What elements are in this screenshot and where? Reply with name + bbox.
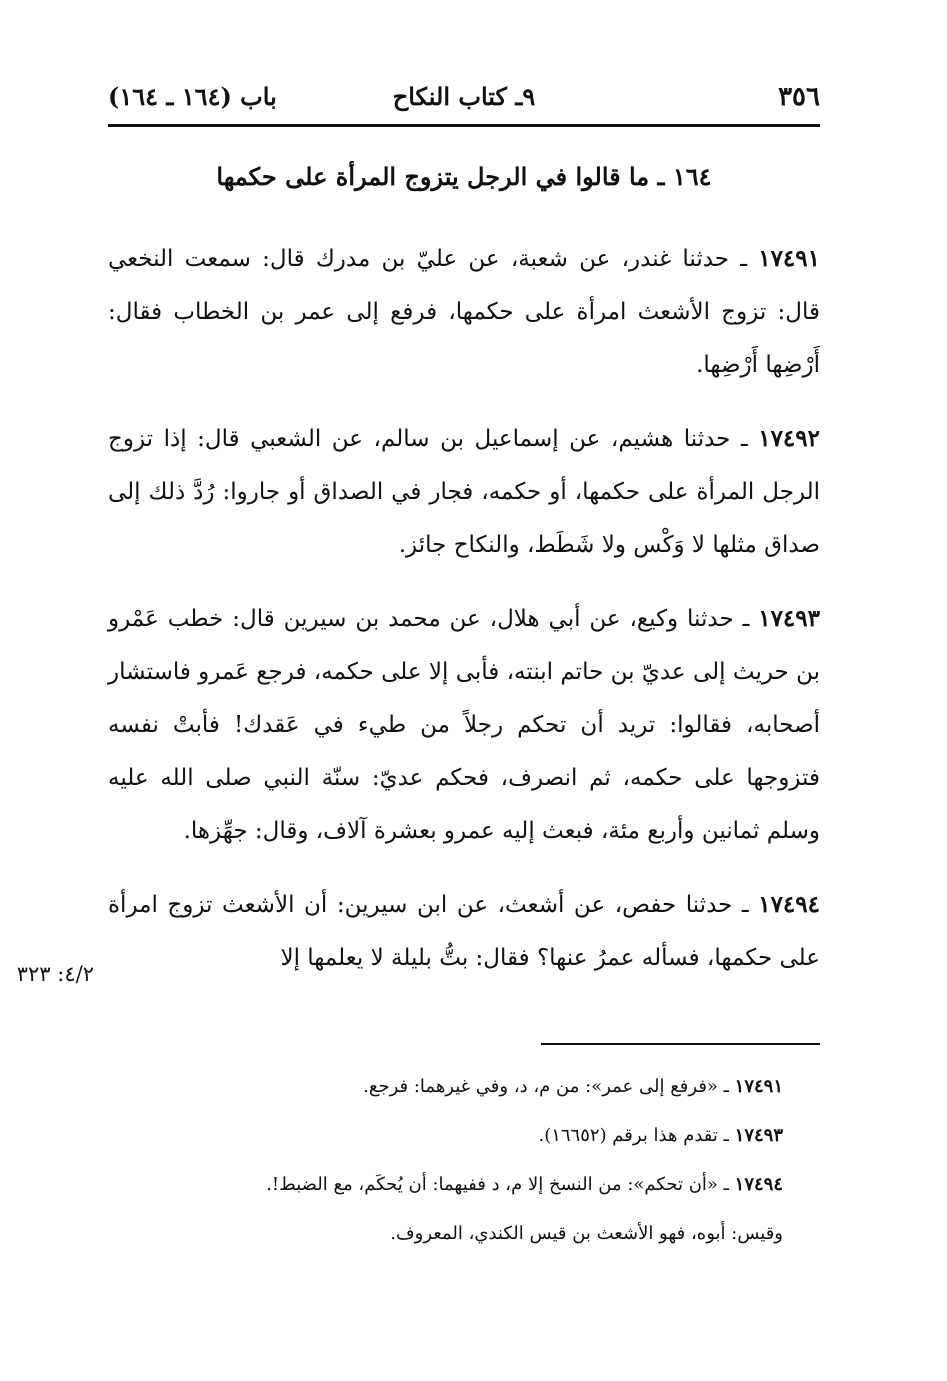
hadith-text: ـ حدثنا حفص، عن أشعث، عن ابن سيرين: أن الأشعث تزوج امرأة على حكمها، فسأله عمرُ عنها؟ فقال: بتُّ بليلة لا يعلمها إلا bbox=[108, 892, 820, 971]
hadith-paragraph bbox=[108, 412, 820, 572]
hadith-paragraph bbox=[108, 878, 820, 985]
hadith-number: ١٧٤٩٣ bbox=[758, 605, 820, 632]
hadith-paragraph bbox=[108, 592, 820, 858]
footnote-number: ١٧٤٩١ bbox=[734, 1076, 783, 1097]
footnote-number: ١٧٤٩٣ bbox=[734, 1125, 783, 1146]
footnote-text: ـ «أن تحكم»: من النسخ إلا م، د ففيهما: أن يُحكَم، مع الضبط!. bbox=[266, 1174, 735, 1195]
footnote-rule bbox=[541, 1043, 820, 1045]
hadith-text: ـ حدثنا وكيع، عن أبي هلال، عن محمد بن سيرين قال: خطب عَمْرو بن حريث إلى عديّ بن حاتم ابنته، فأبى إلا على حكمه، فرجع عَمرو فاستشار أصحابه، فقالوا: تريد أن تحكم رجلاً من طيء في عَقدك! فأبتْ نفسه فتزوجها على حكمه، ثم انصرف، فحكم عديّ: سنّة النبي صلى الله عليه وسلم ثمانين وأربع مئة، فبعث إليه عمرو بعشرة آلاف، وقال: جهِّزها. bbox=[108, 606, 820, 844]
footnote-text: وقيس: أبوه، فهو الأشعث بن قيس الكندي، المعروف. bbox=[390, 1223, 783, 1244]
footnote-text: ـ «فرفع إلى عمر»: من م، د، وفي غيرهما: فرجع. bbox=[363, 1076, 735, 1097]
footnote bbox=[108, 1166, 783, 1204]
page-number: ٣٥٦ bbox=[778, 82, 820, 112]
running-header bbox=[108, 82, 820, 122]
margin-reference: ٤/٢: ٣٢٣ bbox=[16, 962, 94, 986]
hadith-paragraph bbox=[108, 232, 820, 392]
chapter-heading: ١٦٤ ـ ما قالوا في الرجل يتزوج المرأة على حكمها bbox=[216, 162, 712, 191]
hadith-number: ١٧٤٩٤ bbox=[758, 891, 820, 918]
chapter-range: باب (١٦٤ ـ ١٦٤) bbox=[108, 82, 277, 111]
footnotes bbox=[108, 1068, 783, 1264]
footnote-number: ١٧٤٩٤ bbox=[734, 1174, 783, 1195]
hadith-text: ـ حدثنا هشيم، عن إسماعيل بن سالم، عن الشعبي قال: إذا تزوج الرجل المرأة على حكمها، أو حكمه، فجار في الصداق أو جاروا: رُدَّ ذلك إلى صداق مثلها لا وَكْس ولا شَطَط، والنكاح جائز. bbox=[108, 426, 820, 558]
hadith-number: ١٧٤٩٢ bbox=[758, 425, 820, 452]
header-rule bbox=[108, 124, 820, 127]
hadith-text: ـ حدثنا غندر، عن شعبة، عن عليّ بن مدرك قال: سمعت النخعي قال: تزوج الأشعث امرأة على حكمها، فرفع إلى عمر بن الخطاب فقال: أَرْضِها أَرْضِها. bbox=[108, 246, 820, 378]
footnote bbox=[108, 1215, 783, 1253]
main-text bbox=[108, 232, 820, 1005]
book-title: ٩ـ كتاب النكاح bbox=[392, 82, 536, 111]
footnote bbox=[108, 1117, 783, 1155]
hadith-number: ١٧٤٩١ bbox=[758, 245, 820, 272]
footnote-text: ـ تقدم هذا برقم (١٦٦٥٢). bbox=[538, 1125, 735, 1146]
footnote bbox=[108, 1068, 783, 1106]
